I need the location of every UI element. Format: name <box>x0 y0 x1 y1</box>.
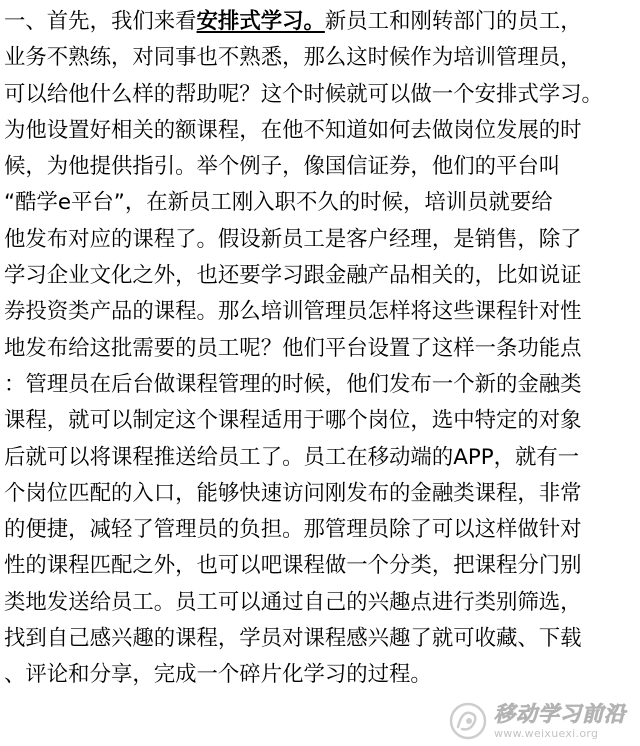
article-line-1-after: 新员工和刚转部门的员工， <box>324 9 582 34</box>
watermark <box>448 700 638 742</box>
article-line-12: 课程，就可以制定这个课程适用于哪个岗位，选中特定的对象 <box>4 408 582 434</box>
article-line-17: 类地发送给员工。员工可以通过自己的兴趣点进行类别筛选， <box>4 589 582 615</box>
article-line-13: 后就可以将课程推送给员工了。员工在移动端的APP，就有一 <box>4 444 580 470</box>
article-line-14: 个岗位匹配的入口，能够快速访问刚发布的金融类课程，非常 <box>4 480 582 506</box>
article-line-18: 找到自己感兴趣的课程，学员对课程感兴趣了就可收藏、下载 <box>4 626 582 652</box>
article-line-6: “酷学e平台”，在新员工刚入职不久的时候，培训员就要给 <box>4 190 553 216</box>
watermark-url: www.weixuexi.org <box>494 726 599 740</box>
article-line-1 <box>4 4 638 40</box>
article-line-7: 他发布对应的课程了。假设新员工是客户经理，是销售，除了 <box>4 226 582 252</box>
article-body <box>4 4 638 694</box>
article-line-19: 、评论和分享，完成一个碎片化学习的过程。 <box>4 662 432 688</box>
article-line-16: 性的课程匹配之外，也可以吧课程做一个分类，把课程分门别 <box>4 553 582 579</box>
article-line-2: 业务不熟练，对同事也不熟悉，那么这时候作为培训管理员， <box>4 45 582 71</box>
article-line-10: 地发布给这批需要的员工呢？他们平台设置了这样一条功能点 <box>4 335 582 361</box>
weixuexi-logo-icon <box>448 701 488 741</box>
highlight-term: 安排式学习。 <box>196 9 325 34</box>
article-line-1-before: 一、首先，我们来看 <box>4 9 197 34</box>
watermark-title: 移动学习前沿 <box>494 701 626 726</box>
article-line-15: 的便捷，减轻了管理员的负担。那管理员除了可以这样做针对 <box>4 517 582 543</box>
article-line-11: ：管理员在后台做课程管理的时候，他们发布一个新的金融类 <box>4 371 582 397</box>
article-line-5: 候，为他提供指引。举个例子，像国信证券，他们的平台叫 <box>4 154 561 180</box>
article-line-3: 可以给他什么样的帮助呢？这个时候就可以做一个安排式学习。 <box>4 81 603 107</box>
article-line-8: 学习企业文化之外，也还要学习跟金融产品相关的，比如说证 <box>4 263 582 289</box>
article-line-4: 为他设置好相关的额课程，在他不知道如何去做岗位发展的时 <box>4 117 582 143</box>
article-line-9: 券投资类产品的课程。那么培训管理员怎样将这些课程针对性 <box>4 299 582 325</box>
